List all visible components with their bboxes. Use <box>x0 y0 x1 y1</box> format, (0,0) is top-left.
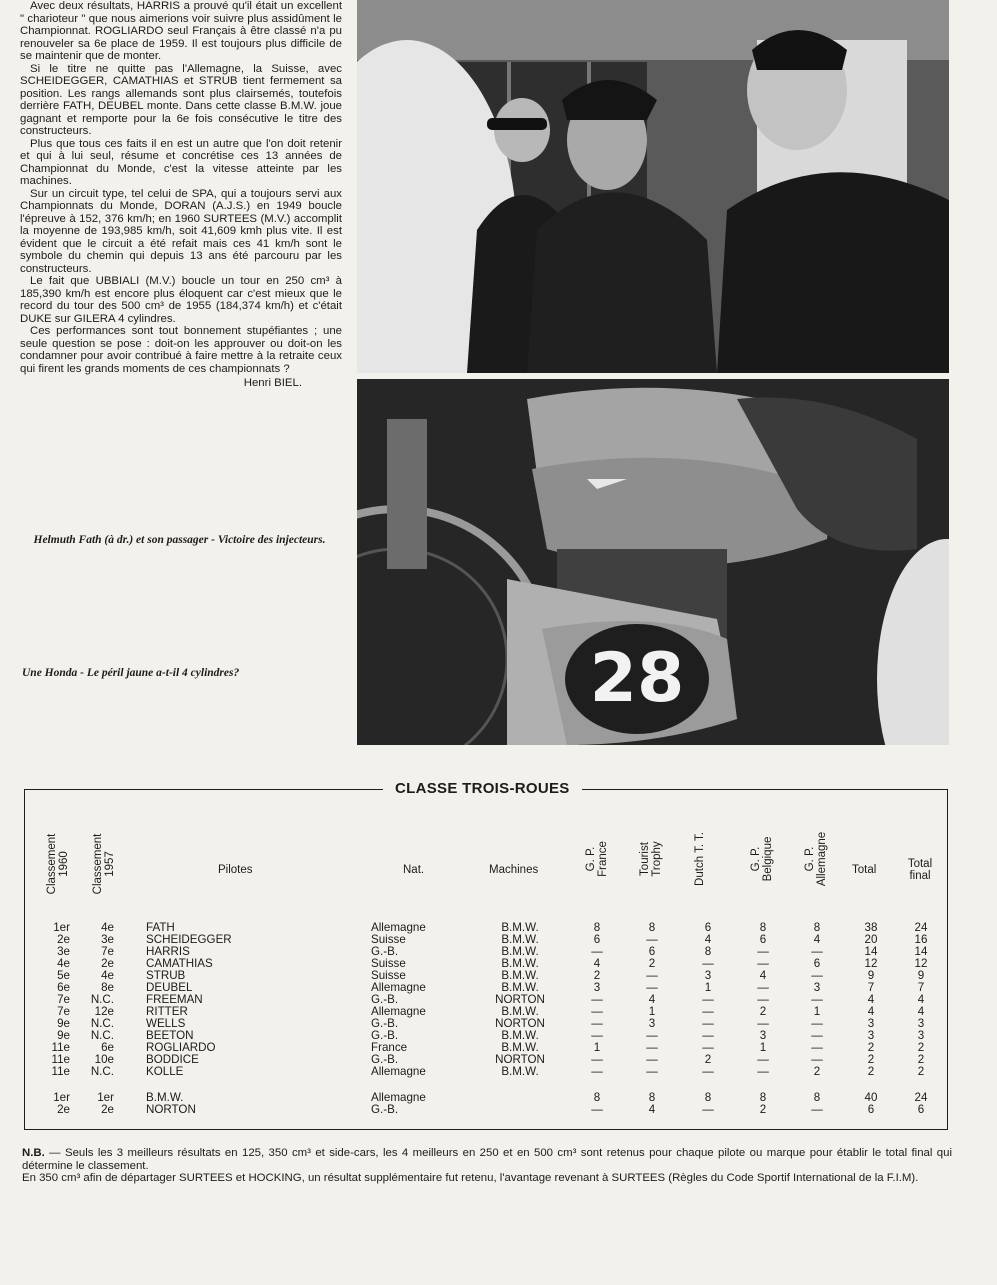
cell-pilot-name: BEETON <box>146 1029 194 1042</box>
cell-rank-1960: 4e <box>57 957 70 970</box>
cell-pilot-name: B.M.W. <box>146 1091 184 1104</box>
cell-tourist-trophy: 1 <box>648 1005 656 1018</box>
article-text <box>20 0 342 390</box>
cell-nationality: G.-B. <box>371 1029 399 1042</box>
cell-gp-allemagne: 8 <box>813 1091 821 1104</box>
cell-gp-france: 8 <box>593 1091 601 1104</box>
cell-gp-france: — <box>591 1053 603 1066</box>
cell-rank-1960: 11e <box>51 1065 70 1078</box>
cell-tourist-trophy: 4 <box>648 1103 656 1116</box>
cell-total: 4 <box>867 1005 875 1018</box>
cell-tourist-trophy: — <box>646 1065 658 1078</box>
cell-pilot-name: STRUB <box>146 969 186 982</box>
cell-machine: NORTON <box>495 1017 545 1030</box>
cell-machine: NORTON <box>495 993 545 1006</box>
cell-total-final: 24 <box>914 921 928 934</box>
header-dutch-tt: Dutch T. T. <box>694 832 706 886</box>
cell-total-final: 24 <box>914 1091 928 1104</box>
cell-dutch-tt: 6 <box>704 921 712 934</box>
header-pilotes: Pilotes <box>218 864 253 876</box>
table-row <box>0 1066 997 1078</box>
cell-rank-1957: 10e <box>94 1053 114 1066</box>
cell-gp-france: — <box>591 1065 603 1078</box>
footnote <box>22 1147 952 1185</box>
cell-gp-france: 1 <box>593 1041 601 1054</box>
cell-gp-france: — <box>591 993 603 1006</box>
cell-rank-1957: 7e <box>101 945 114 958</box>
cell-pilot-name: CAMATHIAS <box>146 957 213 970</box>
cell-gp-allemagne: — <box>811 945 823 958</box>
cell-total: 9 <box>867 969 875 982</box>
cell-dutch-tt: — <box>702 1029 714 1042</box>
race-number: 28 <box>589 639 685 718</box>
cell-gp-belgique: — <box>757 993 769 1006</box>
cell-gp-allemagne: 8 <box>813 921 821 934</box>
cell-gp-france: 8 <box>593 921 601 934</box>
cell-gp-france: — <box>591 1017 603 1030</box>
cell-machine: B.M.W. <box>501 933 539 946</box>
cell-total: 3 <box>867 1029 875 1042</box>
cell-rank-1957: 12e <box>94 1005 114 1018</box>
cell-rank-1960: 7e <box>57 993 70 1006</box>
cell-pilot-name: HARRIS <box>146 945 190 958</box>
cell-nationality: Suisse <box>371 933 406 946</box>
cell-total: 3 <box>867 1017 875 1030</box>
cell-rank-1957: 1er <box>97 1091 114 1104</box>
cell-rank-1960: 2e <box>57 1103 70 1116</box>
cell-gp-france: 3 <box>593 981 601 994</box>
cell-tourist-trophy: — <box>646 933 658 946</box>
cell-rank-1960: 5e <box>57 969 70 982</box>
cell-total: 20 <box>864 933 878 946</box>
cell-total: 38 <box>864 921 878 934</box>
footnote-label: N.B. <box>22 1147 45 1159</box>
header-nat: Nat. <box>403 864 425 876</box>
article-paragraph: Sur un circuit type, tel celui de SPA, qui a toujours servi aux Championnats du Monde, DORAN (A.J.S.) en 1949 boucle l'épreuve à 152, 376 km/h; en 1960 SURTEES (M.V.) accomplit la moyenne de 193,985 km/h, soit 41,609 kmh plus vite. Il est évident que le circuit a été refait mais ces 41 km/h sont le symbole du chemin qui depuis 13 ans été parcouru par les constructeurs. <box>20 187 342 275</box>
photo-riders-image <box>357 0 949 373</box>
cell-machine: B.M.W. <box>501 1065 539 1078</box>
cell-gp-allemagne: — <box>811 1103 823 1116</box>
cell-total-final: 2 <box>917 1065 925 1078</box>
cell-nationality: Allemagne <box>371 1005 426 1018</box>
cell-gp-belgique: 8 <box>759 1091 767 1104</box>
cell-rank-1960: 3e <box>57 945 70 958</box>
cell-nationality: G.-B. <box>371 1053 399 1066</box>
cell-pilot-name: WELLS <box>146 1017 186 1030</box>
cell-dutch-tt: — <box>702 1005 714 1018</box>
cell-gp-allemagne: 2 <box>813 1065 821 1078</box>
header-classement-1960: Classement 1960 <box>46 833 70 895</box>
cell-machine: B.M.W. <box>501 969 539 982</box>
cell-nationality: G.-B. <box>371 945 399 958</box>
footnote-text-1: — Seuls les 3 meilleurs résultats en 125, 350 cm³ et side-cars, les 4 meilleurs en 250 et en 500 cm³ sont retenus pour chaque pilote ou marque pour établir le total final qui détermine le classement. <box>22 1147 952 1172</box>
cell-rank-1960: 2e <box>57 933 70 946</box>
cell-gp-belgique: 6 <box>759 933 767 946</box>
cell-pilot-name: BODDICE <box>146 1053 199 1066</box>
cell-total: 40 <box>864 1091 878 1104</box>
caption-photo1: Helmuth Fath (à dr.) et son passager - Victoire des injecteurs. <box>33 534 326 546</box>
cell-rank-1960: 7e <box>57 1005 70 1018</box>
cell-machine: NORTON <box>495 1053 545 1066</box>
cell-total: 6 <box>867 1103 875 1116</box>
cell-nationality: G.-B. <box>371 1103 399 1116</box>
cell-rank-1957: 8e <box>101 981 114 994</box>
results-table-title: CLASSE TROIS-ROUES <box>383 780 582 797</box>
cell-total-final: 9 <box>917 969 925 982</box>
cell-gp-france: — <box>591 1029 603 1042</box>
cell-machine: B.M.W. <box>501 921 539 934</box>
cell-tourist-trophy: 2 <box>648 957 656 970</box>
cell-gp-allemagne: 4 <box>813 933 821 946</box>
cell-nationality: G.-B. <box>371 1017 399 1030</box>
cell-tourist-trophy: — <box>646 1029 658 1042</box>
cell-total-final: 4 <box>917 1005 925 1018</box>
cell-dutch-tt: 1 <box>704 981 712 994</box>
cell-rank-1960: 1er <box>53 1091 70 1104</box>
cell-dutch-tt: 8 <box>704 1091 712 1104</box>
caption-photo2: Une Honda - Le péril jaune a-t-il 4 cylindres? <box>22 667 240 679</box>
cell-rank-1960: 6e <box>57 981 70 994</box>
cell-total-final: 2 <box>917 1041 925 1054</box>
cell-tourist-trophy: 4 <box>648 993 656 1006</box>
cell-dutch-tt: 2 <box>704 1053 712 1066</box>
cell-rank-1957: 6e <box>101 1041 114 1054</box>
cell-pilot-name: RITTER <box>146 1005 188 1018</box>
cell-rank-1957: 3e <box>101 933 114 946</box>
cell-nationality: G.-B. <box>371 993 399 1006</box>
cell-rank-1960: 1er <box>53 921 70 934</box>
header-machines: Machines <box>489 864 539 876</box>
cell-gp-allemagne: — <box>811 1041 823 1054</box>
table-row <box>0 1104 997 1116</box>
cell-gp-france: — <box>591 945 603 958</box>
cell-total-final: 2 <box>917 1053 925 1066</box>
cell-dutch-tt: — <box>702 1065 714 1078</box>
cell-gp-allemagne: — <box>811 969 823 982</box>
header-total: Total <box>852 864 877 876</box>
cell-total-final: 16 <box>914 933 928 946</box>
cell-total: 12 <box>864 957 878 970</box>
cell-total-final: 4 <box>917 993 925 1006</box>
cell-rank-1957: N.C. <box>90 1029 114 1042</box>
cell-gp-allemagne: — <box>811 1053 823 1066</box>
cell-gp-allemagne: 3 <box>813 981 821 994</box>
cell-tourist-trophy: 8 <box>648 921 656 934</box>
cell-pilot-name: SCHEIDEGGER <box>146 933 232 946</box>
cell-gp-belgique: — <box>757 1017 769 1030</box>
header-gp-allemagne: G. P. Allemagne <box>804 831 828 887</box>
cell-gp-allemagne: 1 <box>813 1005 821 1018</box>
cell-gp-belgique: 4 <box>759 969 767 982</box>
cell-machine: B.M.W. <box>501 981 539 994</box>
cell-total: 7 <box>867 981 875 994</box>
article-paragraph: Le fait que UBBIALI (M.V.) boucle un tour en 250 cm³ à 185,390 km/h est encore plus éloquent car c'est mieux que le record du tour des 500 cm³ de 1955 (184,374 km/h) et c'était DUKE sur GILERA 4 cylindres. <box>20 275 342 325</box>
cell-gp-belgique: — <box>757 957 769 970</box>
header-total-final: Total final <box>907 858 933 882</box>
cell-gp-belgique: 2 <box>759 1103 767 1116</box>
header-gp-belgique: G. P. Belgique <box>750 836 774 882</box>
cell-rank-1957: N.C. <box>90 1017 114 1030</box>
cell-gp-allemagne: — <box>811 1029 823 1042</box>
cell-tourist-trophy: — <box>646 969 658 982</box>
article-paragraph: Ces performances sont tout bonnement stupéfiantes ; une seule question se pose : doit-on les approuver ou doit-on les condamner pour avoir contribué à faire mettre à la retraite ceux qui firent les grands moments de ces championnats ? <box>20 325 342 375</box>
cell-tourist-trophy: 3 <box>648 1017 656 1030</box>
cell-nationality: France <box>371 1041 408 1054</box>
article-paragraph: Avec deux résultats, HARRIS a prouvé qu'il était un excellent " charioteur " que nous aimerions voir suivre plus assidûment le Championnat. ROGLIARDO seul Français à être classé n'a pu renouveler sa 6e place de 1959. Il est toujours plus difficile de se maintenir que de monter. <box>20 0 342 62</box>
cell-gp-france: 2 <box>593 969 601 982</box>
photo-riders <box>357 0 949 373</box>
cell-rank-1960: 11e <box>51 1041 70 1054</box>
cell-nationality: Allemagne <box>371 981 426 994</box>
cell-machine: B.M.W. <box>501 1005 539 1018</box>
cell-rank-1960: 9e <box>57 1029 70 1042</box>
cell-rank-1957: N.C. <box>90 1065 114 1078</box>
article-paragraph: Plus que tous ces faits il en est un autre que l'on doit retenir et qui à lui seul, résume et concrétise ces 13 années de Championnat du Monde, c'est la vitesse atteinte par les machines. <box>20 137 342 187</box>
cell-total-final: 7 <box>917 981 925 994</box>
cell-gp-france: — <box>591 1005 603 1018</box>
footnote-text-2: En 350 cm³ afin de départager SURTEES et HOCKING, un résultat supplémentaire fut retenu, l'avantage revenant à SURTEES (Règles du Code Sportif International de la F.I.M). <box>22 1172 919 1184</box>
photo-honda-image <box>357 379 949 745</box>
cell-tourist-trophy: — <box>646 1041 658 1054</box>
cell-nationality: Allemagne <box>371 921 426 934</box>
cell-pilot-name: FATH <box>146 921 175 934</box>
cell-gp-france: — <box>591 1103 603 1116</box>
article-paragraph: Si le titre ne quitte pas l'Allemagne, la Suisse, avec SCHEIDEGGER, CAMATHIAS et STRUB tient fermement sa position. Les rangs allemands sont plus clairsemés, toutefois derrière FATH, DEUBEL monte. Dans cette classe B.M.W. joue gagnant et remporte pour la 6e fois consécutive le titre des constructeurs. <box>20 62 342 137</box>
header-tourist-trophy: Tourist Trophy <box>639 841 663 877</box>
cell-tourist-trophy: 6 <box>648 945 656 958</box>
cell-total-final: 12 <box>914 957 928 970</box>
cell-machine: B.M.W. <box>501 1041 539 1054</box>
cell-rank-1960: 11e <box>51 1053 70 1066</box>
cell-dutch-tt: 3 <box>704 969 712 982</box>
cell-total: 2 <box>867 1065 875 1078</box>
cell-dutch-tt: — <box>702 1103 714 1116</box>
cell-gp-allemagne: — <box>811 993 823 1006</box>
cell-rank-1957: 2e <box>101 1103 114 1116</box>
photo-honda <box>357 379 949 745</box>
cell-pilot-name: ROGLIARDO <box>146 1041 216 1054</box>
cell-gp-belgique: — <box>757 1053 769 1066</box>
cell-dutch-tt: 4 <box>704 933 712 946</box>
cell-rank-1960: 9e <box>57 1017 70 1030</box>
cell-gp-belgique: 3 <box>759 1029 767 1042</box>
cell-gp-allemagne: 6 <box>813 957 821 970</box>
cell-total: 2 <box>867 1041 875 1054</box>
cell-gp-france: 6 <box>593 933 601 946</box>
cell-rank-1957: 4e <box>101 969 114 982</box>
cell-nationality: Suisse <box>371 969 406 982</box>
cell-pilot-name: DEUBEL <box>146 981 193 994</box>
header-gp-france: G. P. France <box>585 841 609 877</box>
cell-pilot-name: KOLLE <box>146 1065 184 1078</box>
cell-gp-belgique: — <box>757 1065 769 1078</box>
cell-dutch-tt: — <box>702 957 714 970</box>
cell-pilot-name: NORTON <box>146 1103 196 1116</box>
cell-rank-1957: 2e <box>101 957 114 970</box>
cell-dutch-tt: — <box>702 1041 714 1054</box>
cell-gp-belgique: 1 <box>759 1041 767 1054</box>
cell-dutch-tt: 8 <box>704 945 712 958</box>
cell-nationality: Allemagne <box>371 1065 426 1078</box>
cell-tourist-trophy: — <box>646 1053 658 1066</box>
cell-gp-belgique: — <box>757 945 769 958</box>
cell-dutch-tt: — <box>702 993 714 1006</box>
cell-rank-1957: 4e <box>101 921 114 934</box>
article-signature: Henri BIEL. <box>243 377 302 389</box>
cell-nationality: Allemagne <box>371 1091 426 1104</box>
cell-gp-allemagne: — <box>811 1017 823 1030</box>
cell-machine: B.M.W. <box>501 945 539 958</box>
cell-total-final: 3 <box>917 1017 925 1030</box>
cell-tourist-trophy: — <box>646 981 658 994</box>
cell-machine: B.M.W. <box>501 957 539 970</box>
cell-total: 2 <box>867 1053 875 1066</box>
cell-total-final: 14 <box>914 945 928 958</box>
cell-tourist-trophy: 8 <box>648 1091 656 1104</box>
cell-total: 4 <box>867 993 875 1006</box>
cell-gp-belgique: 8 <box>759 921 767 934</box>
cell-gp-france: 4 <box>593 957 601 970</box>
cell-gp-belgique: — <box>757 981 769 994</box>
cell-pilot-name: FREEMAN <box>146 993 203 1006</box>
cell-rank-1957: N.C. <box>90 993 114 1006</box>
cell-total-final: 6 <box>917 1103 925 1116</box>
cell-dutch-tt: — <box>702 1017 714 1030</box>
cell-total: 14 <box>864 945 878 958</box>
cell-machine: B.M.W. <box>501 1029 539 1042</box>
cell-gp-belgique: 2 <box>759 1005 767 1018</box>
header-classement-1957: Classement 1957 <box>92 833 116 895</box>
results-table-body <box>0 922 997 1116</box>
cell-total-final: 3 <box>917 1029 925 1042</box>
cell-nationality: Suisse <box>371 957 406 970</box>
